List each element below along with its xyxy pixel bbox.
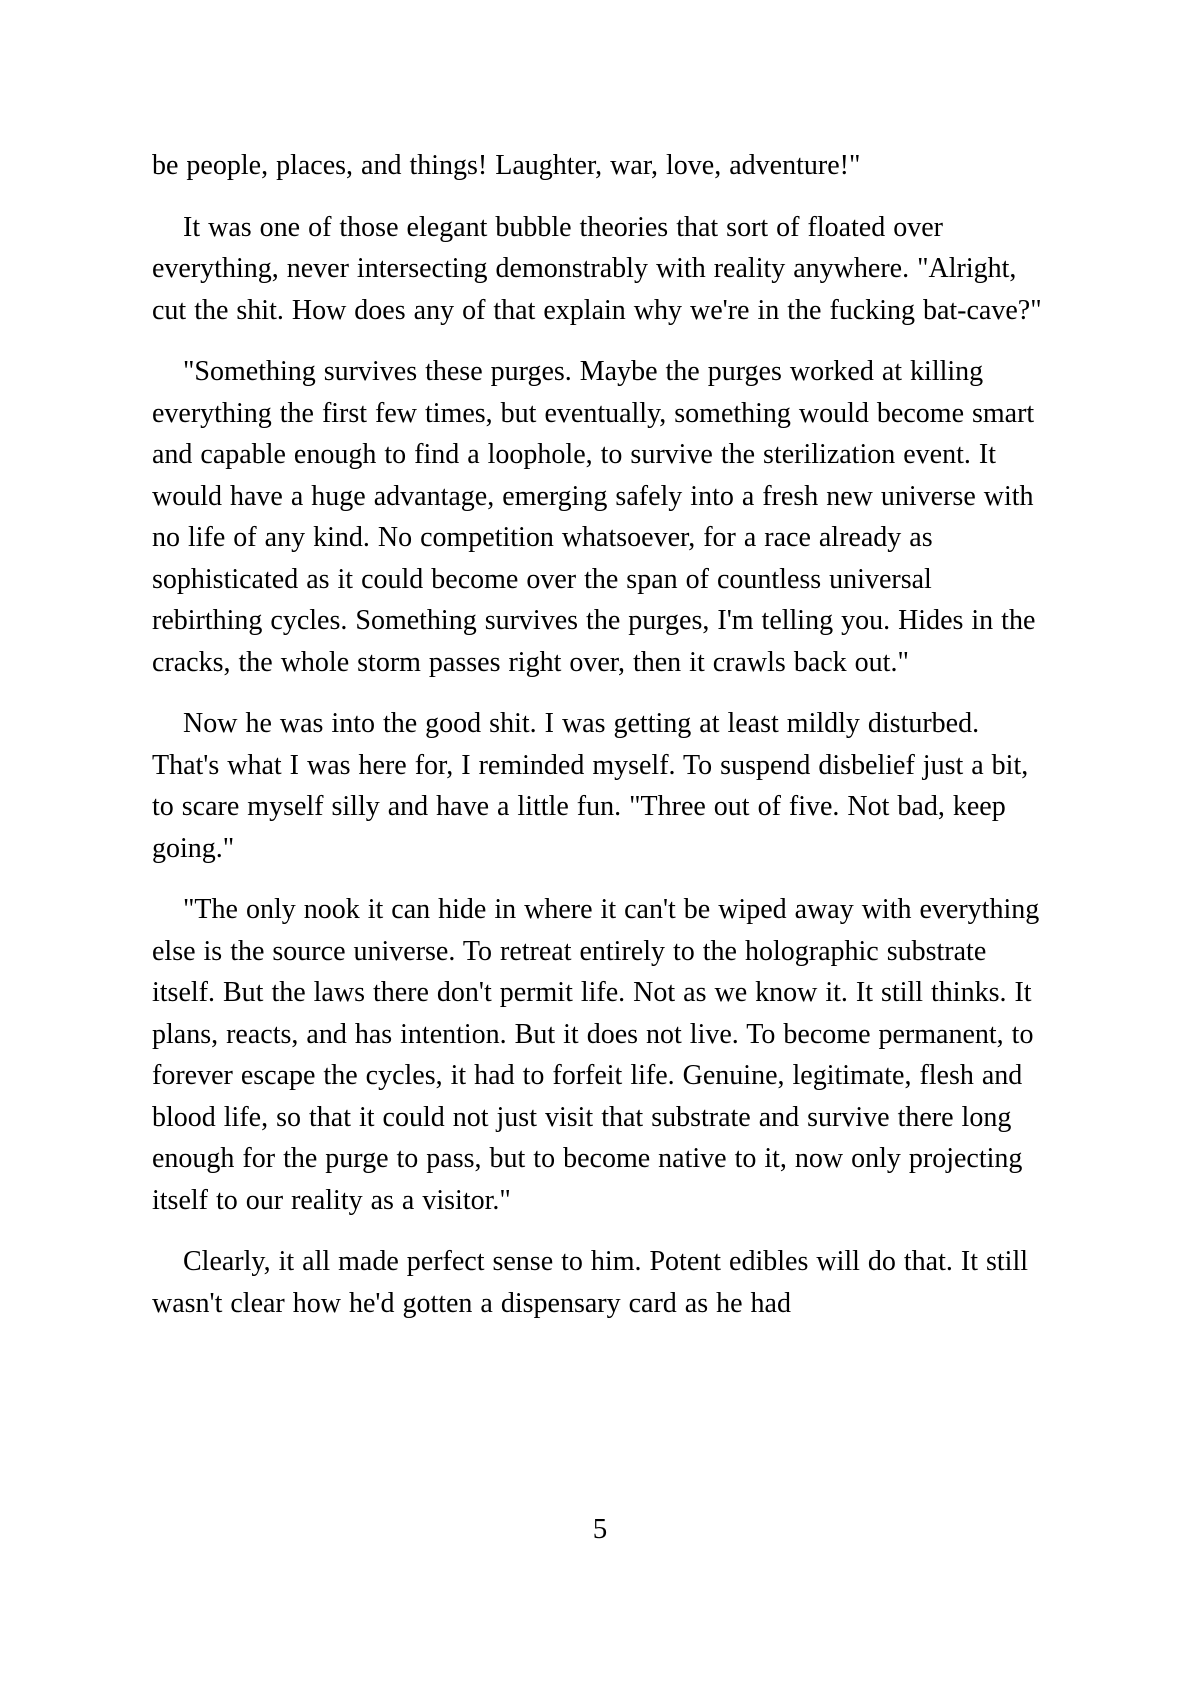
paragraph: Clearly, it all made perfect sense to him. Potent edibles will do that. It still wasn't clear how he'd gotten a dispensary card as he had	[152, 1246, 1029, 1319]
page-text	[152, 145, 1042, 1344]
paragraph: "The only nook it can hide in where it can't be wiped away with everything else is the source universe. To retreat entirely to the holographic substrate itself. But the laws there don't permit life. Not as we know it. It still thinks. It plans, reacts, and has intention. But it does not live. To become permanent, to forever escape the cycles, it had to forfeit life. Genuine, legitimate, flesh and blood life, so that it could not just visit that substrate and survive there long enough for the purge to pass, but to become native to it, now only projecting itself to our reality as a visitor."	[152, 894, 1040, 1216]
paragraph: Now he was into the good shit. I was getting at least mildly disturbed. That's what I was here for, I reminded myself. To suspend disbelief just a bit, to scare myself silly and have a little fun. "Three out of five. Not bad, keep going."	[152, 708, 1029, 864]
paragraph: It was one of those elegant bubble theories that sort of floated over everything, never intersecting demonstrably with reality anywhere. "Alright, cut the shit. How does any of that explain why we're in the fucking bat-cave?"	[152, 211, 1042, 326]
page-number: 5	[592, 1513, 608, 1545]
paragraph: be people, places, and things! Laughter, war, love, adventure!"	[152, 150, 861, 181]
paragraph: "Something survives these purges. Maybe the purges worked at killing everything the first few times, but eventually, something would become smart and capable enough to find a loophole, to survive the sterilization event. It would have a huge advantage, emerging safely into a fresh new universe with no life of any kind. No competition whatsoever, for a race already as sophisticated as it could become over the span of countless universal rebirthing cycles. Something survives the purges, I'm telling you. Hides in the cracks, the whole storm passes right over, then it crawls back out."	[152, 356, 1036, 678]
